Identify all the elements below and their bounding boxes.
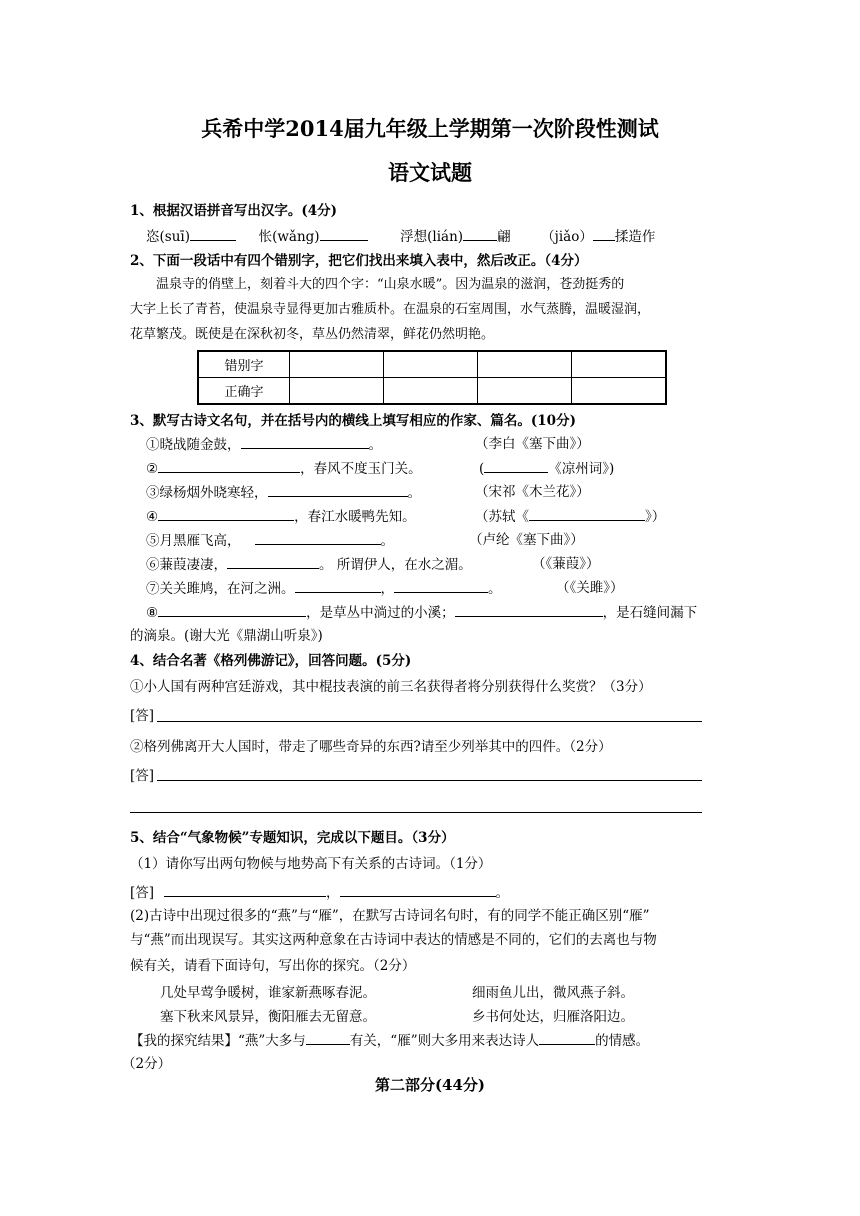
q3-blank[interactable] <box>255 530 381 545</box>
q5-sub2-line-3: 候有关，请看下面诗句，写出你的探究。（2分） <box>130 958 416 974</box>
q3-blank[interactable] <box>158 506 294 521</box>
q2-passage-line-2: 大字上长了青苔，使温泉寺显得更加古雅质朴。在温泉的石室周围，水气蒸腾，温暖湿润， <box>130 302 651 317</box>
q1-blank-1[interactable] <box>190 226 236 241</box>
q3-source-7: （《关雎》） <box>556 580 624 596</box>
q2-heading: 2、下面一段话中有四个错别字，把它们找出来填入表中，然后改正。（4分） <box>130 253 588 269</box>
table-cell[interactable] <box>290 351 384 378</box>
table-cell[interactable] <box>478 351 572 378</box>
q4-sub1: ①小人国有两种宫廷游戏，其中棍技表演的前三名获得者将分别获得什么奖赏？（3分） <box>130 679 652 695</box>
row-header-correct: 正确字 <box>198 378 290 405</box>
q1-item-5: （jiǎo） <box>541 229 593 245</box>
q1-blank-4[interactable] <box>593 226 615 241</box>
q5-answer-1: [答] ， 。 <box>130 882 509 903</box>
q3-source-1: （李白《塞下曲》） <box>475 436 590 452</box>
q1-items <box>146 226 655 247</box>
q3-blank[interactable] <box>158 458 300 473</box>
table-cell[interactable] <box>384 351 478 378</box>
q2-passage-line-3: 花草繁茂。既使是在深秋初冬，草丛仍然清翠，鲜花仍然明艳。 <box>130 327 495 342</box>
q1-blank-2[interactable] <box>320 226 368 241</box>
q3-blank[interactable] <box>394 578 488 593</box>
q4-answer-line-1[interactable] <box>157 721 702 722</box>
q5-heading: 5、结合“气象物候”专题知识，完成以下题目。（3分） <box>130 830 455 846</box>
q4-answer-line-3[interactable] <box>130 812 702 813</box>
q5-result-score: （2分） <box>122 1056 172 1072</box>
q3-source-2: ( 《凉州词》) <box>479 458 614 479</box>
row-header-wrong: 错别字 <box>198 351 290 378</box>
q3-blank[interactable] <box>158 602 306 617</box>
q3-item-1: ①晓战随金鼓， 。 <box>146 434 382 455</box>
q1-item-1: 恣(suī) <box>146 229 190 245</box>
q5-blank[interactable] <box>539 1030 595 1045</box>
q3-blank[interactable] <box>268 482 408 497</box>
q3-source-5: （卢纶《塞下曲》） <box>469 532 584 548</box>
q3-item-8: ⑧ ，是草丛中淌过的小溪； ，是石缝间漏下 <box>146 602 697 623</box>
q5-sub2-line-2: 与“燕”而出现误写。其实这两种意象在古诗词中表达的情感是不同的，它们的去离也与物 <box>130 932 657 948</box>
exam-subtitle: 语文试题 <box>388 160 472 185</box>
q3-blank[interactable] <box>241 434 369 449</box>
q3-item-3: ③绿杨烟外晓寒轻， 。 <box>146 482 421 503</box>
q5-poem-2: 细雨鱼儿出，微风燕子斜。 <box>472 985 634 1001</box>
exam-title: 兵希中学2014届九年级上学期第一次阶段性测试 <box>201 116 659 141</box>
q3-item-7: ⑦关关雎鸠，在河之洲。 ， 。 <box>146 578 502 599</box>
q4-heading: 4、结合名著《格列佛游记》，回答问题。(5分) <box>130 653 412 669</box>
q2-correction-table <box>197 350 667 405</box>
table-cell[interactable] <box>572 378 667 405</box>
q5-poem-4: 乡书何处达，归雁洛阳边。 <box>472 1009 634 1025</box>
q3-item-2: ② ，春风不度玉门关。 <box>146 458 422 479</box>
q5-sub2-line-1: (2)古诗中出现过很多的“燕”与“雁”，在默写古诗词名句时，有的同学不能正确区别“雁” <box>130 908 650 924</box>
q2-passage-line-1: 温泉寺的俏壁上，刻着斗大的四个字：“山泉水暖”。因为温泉的滋润，苍劲挺秀的 <box>156 277 625 292</box>
q5-sub1: （1）请你写出两句物候与地势高下有关系的古诗词。（1分） <box>130 856 492 872</box>
q4-answer-label-2: [答] <box>130 768 155 784</box>
q3-heading: 3、默写古诗文名句，并在括号内的横线上填写相应的作家、篇名。(10分) <box>130 413 576 429</box>
q3-item-4: ④ ，春江水暖鸭先知。 <box>146 506 416 527</box>
q3-source-6: （《蒹葭》） <box>532 556 600 572</box>
q3-blank[interactable] <box>484 458 548 473</box>
table-cell[interactable] <box>572 351 667 378</box>
part-two-heading: 第二部分(44分) <box>374 1076 486 1094</box>
q3-item-8-continued: 的滴泉。(谢大光《鼎湖山听泉》) <box>130 628 323 644</box>
table-row <box>198 351 666 378</box>
q1-item-6: 揉造作 <box>614 229 656 245</box>
q3-item-6: ⑥蒹葭凄凄， 。 所谓伊人，在水之湄。 <box>146 554 472 575</box>
q5-poem-3: 塞下秋来风景异，衡阳雁去无留意。 <box>160 1009 376 1025</box>
q5-poem-1: 几处早莺争暖树，谁家新燕啄春泥。 <box>160 985 376 1001</box>
q4-answer-label-1: [答] <box>130 708 155 724</box>
q3-blank[interactable] <box>529 506 645 521</box>
q1-heading: 1、根据汉语拼音写出汉字。(4分) <box>130 203 338 219</box>
q3-source-4: （苏轼《 》） <box>475 506 665 527</box>
q1-item-4: 翩 <box>497 229 511 245</box>
q1-blank-3[interactable] <box>463 226 497 241</box>
q5-result: 【我的探究结果】“燕”大多与 有关，“雁”则大多用来表达诗人 的情感。 <box>130 1030 649 1051</box>
q5-blank[interactable] <box>340 882 496 897</box>
q5-blank[interactable] <box>164 882 326 897</box>
q3-source-3: （宋祁《木兰花》） <box>475 484 590 500</box>
q1-item-2: 怅(wǎng) <box>258 229 320 245</box>
q3-blank[interactable] <box>227 554 319 569</box>
table-cell[interactable] <box>478 378 572 405</box>
q3-blank[interactable] <box>295 578 381 593</box>
q3-blank[interactable] <box>455 602 603 617</box>
q3-item-5: ⑤月黑雁飞高， 。 <box>146 530 394 551</box>
q1-item-3: 浮想(lián) <box>400 229 464 245</box>
table-cell[interactable] <box>290 378 384 405</box>
table-row <box>198 378 666 405</box>
q4-sub2: ②格列佛离开大人国时，带走了哪些奇异的东西?请至少列举其中的四件。（2分） <box>130 739 612 755</box>
table-cell[interactable] <box>384 378 478 405</box>
q5-blank[interactable] <box>306 1030 350 1045</box>
q4-answer-line-2[interactable] <box>157 780 702 781</box>
